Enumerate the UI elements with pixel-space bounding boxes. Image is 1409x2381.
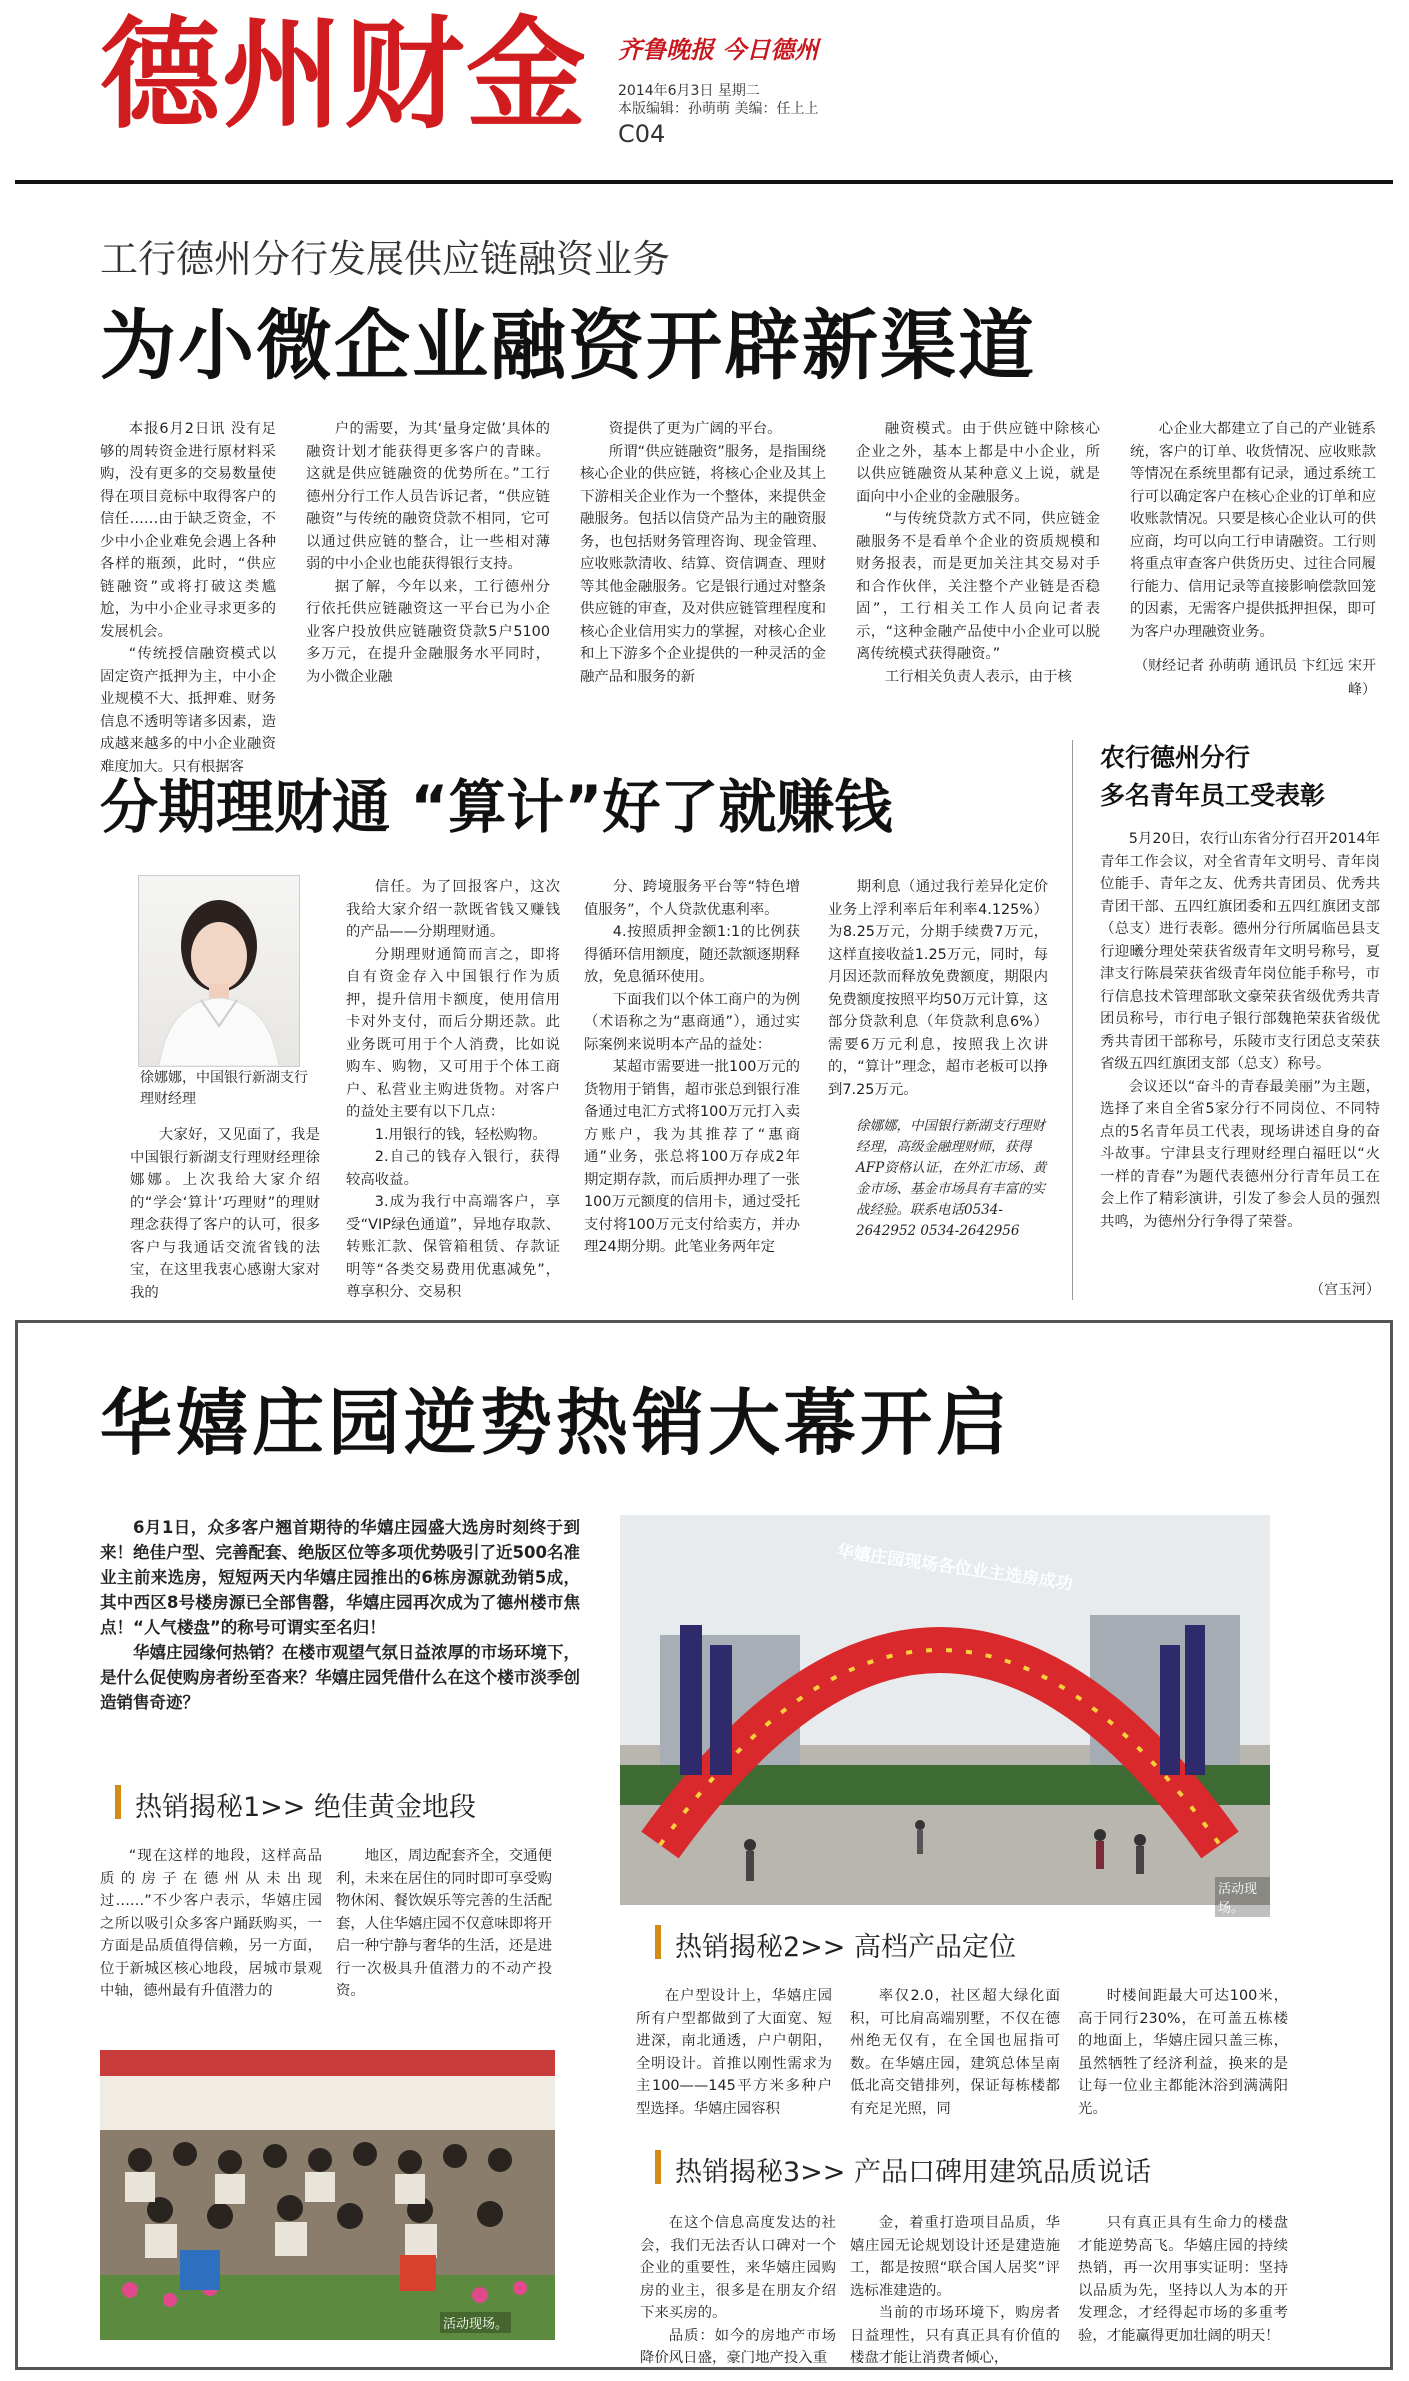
article1-kicker: 工行德州分行发展供应链融资业务 xyxy=(100,237,671,281)
section2-bar xyxy=(655,1925,661,1959)
section2-column-2: 率仅2.0，社区超大绿化面积，可比肩高端别墅，不仅在德州绝无仅有，在全国也屈指可数。在华嬉庄园，建筑总体呈南低北高交错排列，保证每栋楼都有充足光照，同 xyxy=(850,1988,1060,2117)
arch-banner-text: 华嬉庄园现场各位业主选房成功 xyxy=(835,1541,1074,1595)
article1-byline: （财经记者 孙萌萌 通讯员 卞红远 宋开峰） xyxy=(1134,658,1376,698)
masthead-title: 德州财金 xyxy=(100,6,588,145)
page-code: C04 xyxy=(618,120,666,148)
section3-bar xyxy=(655,2150,661,2184)
section3-title: 热销揭秘3>> 产品口碑用建筑品质说话 xyxy=(675,2157,1152,2188)
editors-credit: 本版编辑：孙萌萌 美编：任上上 xyxy=(618,101,819,117)
article2-headline: 分期理财通 “算计”好了就赚钱 xyxy=(100,773,893,841)
article2-column-3: 分、跨境服务平台等“特色增值服务”，个人贷款优惠利率。 4.按照质押金额1:1的比例获得循环信用额度，随还款额逐期释放，免息循环使用。 下面我们以个体工商户的为例（术语称之为“惠商通”），通过实际案例来说明本产品的益处： 某超市需要进一批100万元的货物用于销售，超市张总到银行准备通过电汇方式将100万元打入卖方账户，我为其推荐了“惠商通”业务，张总将100万存成2年期定期存款，而后质押办理了一张100万元额度的信用卡，通过受托支付将100万元支付给卖方，并办理24期分期。此笔业务两年定 xyxy=(584,879,800,1255)
section1-column-1: “现在这样的地段，这样高品质的房子在德州从未出现过……”不少客户表示，华嬉庄园之所以吸引众多客户踊跃购买，一方面是品质值得信赖，另一方面，位于新城区核心地段，居城市景观中轴，德州最有升值潜力的 xyxy=(100,1848,322,1999)
article3-byline: （宫玉河） xyxy=(1310,1282,1380,1298)
event-crowd-photo xyxy=(100,2050,555,2340)
arch-photo-caption: 活动现场。 xyxy=(1215,1877,1270,1917)
section2-title: 热销揭秘2>> 高档产品定位 xyxy=(675,1932,1017,1963)
issue-date: 2014年6月3日 星期二 xyxy=(618,83,760,99)
article1-column-3: 资提供了更为广阔的平台。 所谓“供应链融资”服务，是指围绕核心企业的供应链，将核心企业及其上下游相关企业作为一个整体，来提供金融服务。包括以信贷产品为主的融资服务，也包括财务管理咨询、现金管理、应收账款清收、结算、资信调查、理财等其他金融服务。它是银行通过对整条供应链的审查，及对供应链管理程度和核心企业信用实力的掌握，对核心企业和上下游多个企业提供的一种灵活的金融产品和服务的新 xyxy=(580,421,826,685)
article2-column-1: 大家好，又见面了，我是中国银行新湖支行理财经理徐娜娜。上次我给大家介绍的“学会‘算计’巧理财”的理财理念获得了客户的认可，很多客户与我通话交流省钱的法宝，在这里我衷心感谢大家对我的 xyxy=(130,1127,320,1301)
section2-column-1: 在户型设计上，华嬉庄园所有户型都做到了大面宽、短进深，南北通透，户户朝阳，全明设计。首推以刚性需求为主100——145平方米多种户型选择。华嬉庄园容积 xyxy=(636,1988,832,2117)
event-arch-photo xyxy=(620,1515,1270,1916)
section1-title: 热销揭秘1>> 绝佳黄金地段 xyxy=(135,1792,477,1823)
article3-body: 5月20日，农行山东省分行召开2014年青年工作会议，对全省青年文明号、青年岗位能手、青年之友、优秀共青团员、优秀共青团干部、五四红旗团委和五四红旗团支部（总支）进行表彰。德州分行所属临邑县支行迎曦分理处荣获省级青年文明号称号，夏津支行陈晨荣获省级青年岗位能手称号，市行信息技术管理部耿文豪荣获省级优秀共青团员称号，市行电子银行部魏艳荣获省级优秀共青团干部称号，乐陵市支行团总支荣获省级五四红旗团支部（总支）称号。 会议还以“奋斗的青春最美丽”为主题，选择了来自全省5家分行不同岗位、不同特点的5名青年员工代表，现场讲述自身的奋斗故事。宁津县支行理财经理白福旺以“火一样的青春”为题代表德州分行青年员工在会上作了精彩演讲，引发了参会人员的强烈共鸣，为德州分行争得了荣誉。 xyxy=(1100,831,1380,1230)
article1-column-1: 本报6月2日讯 没有足够的周转资金进行原材料采购，没有更多的交易数量使得在项目竞标中取得客户的信任……由于缺乏资金，不少中小企业难免会遇上各种各样的瓶颈，此时，“供应链融资”或将打破这类尴尬，为中小企业寻求更多的发展机会。 “传统授信融资模式以固定资产抵押为主，中小企业规模不大、抵押难、财务信息不透明等诸多因素，造成越来越多的中小企业融资难度加大。只有根据客 xyxy=(100,421,276,775)
article1-headline: 为小微企业融资开辟新渠道 xyxy=(100,301,1036,390)
article1-column-4: 融资模式。由于供应链中除核心企业之外，基本上都是中小企业，所以供应链融资从某种意义上说，就是面向中小企业的金融服务。 “与传统贷款方式不同，供应链金融服务不是看单个企业的资质规模和财务报表，而是更加关注其交易对手和合作伙伴，关注整个产业链是否稳固”，工行相关工作人员向记者表示，“这种金融产品使中小企业可以脱离传统模式获得融资。” 工行相关负责人表示，由于核 xyxy=(856,421,1100,685)
section1-column-2: 地区，周边配套齐全，交通便利，未来在居住的同时即可享受购物休闲、餐饮娱乐等完善的生活配套，人住华嬉庄园不仅意味即将开启一种宁静与奢华的生活，还是进行一次极具升值潜力的不动产投资。 xyxy=(336,1848,552,1999)
section3-column-2: 金，着重打造项目品质，华嬉庄园无论规划设计还是建造施工，都是按照“联合国人居奖”评选标准建造的。 当前的市场环境下，购房者日益理性，只有真正具有价值的楼盘才能让消费者倾心， xyxy=(850,2215,1060,2366)
author-contact-info: 徐娜娜，中国银行新湖支行理财经理，高级金融理财师，获得AFP资格认证，在外汇市场、黄金市场、基金市场具有丰富的实战经验。联系电话0534-2642952 0534-2642956 xyxy=(856,1118,1047,1239)
crowd-photo-caption: 活动现场。 xyxy=(440,2312,511,2333)
portrait-photo xyxy=(138,875,300,1067)
article3-headline-line1: 农行德州分行 xyxy=(1100,743,1251,772)
article3-headline-line2: 多名青年员工受表彰 xyxy=(1100,781,1326,810)
article2-column-4: 期利息（通过我行差异化定价业务上浮利率后年利率4.125%）为8.25万元，分期手续费7万元，这样直接收益1.25万元，同时，每月因还款而释放免费额度，期限内免费额度按照平均50万元计算，这部分贷款利息（年贷款利息6%）需要6万元利息，按照我上次讲的，“算计”理念，超市老板可以挣到7.25万元。 xyxy=(828,879,1048,1098)
masthead-divider xyxy=(15,180,1393,184)
advertorial-lead: 6月1日，众多客户翘首期待的华嬉庄园盛大选房时刻终于到来！绝佳户型、完善配套、绝版区位等多项优势吸引了近500名准业主前来选房，短短两天内华嬉庄园推出的6栋房源就劲销5成，其中西区8号楼房源已全部售罄，华嬉庄园再次成为了德州楼市焦点！“人气楼盘”的称号可谓实至名归！ 华嬉庄园缘何热销？在楼市观望气氛日益浓厚的市场环境下，是什么促使购房者纷至沓来？华嬉庄园凭借什么在这个楼市淡季创造销售奇迹？ xyxy=(100,1518,580,1712)
article1-column-5: 心企业大都建立了自己的产业链系统，客户的订单、收货情况、应收账款等情况在系统里都有记录，通过系统工行可以确定客户在核心企业的订单和应收账款情况。只要是核心企业认可的供应商，均可以向工行申请融资。工行则将重点审查客户供货历史、过往合同履行能力、信用记录等直接影响偿款回笼的因素，无需客户提供抵押担保，即可为客户办理融资业务。 xyxy=(1130,421,1376,640)
section3-column-3: 只有真正具有生命力的楼盘才能逆势高飞。华嬉庄园的持续热销，再一次用事实证明：坚持以品质为先，坚持以人为本的开发理念，才经得起市场的多重考验，才能赢得更加壮阔的明天！ xyxy=(1078,2215,1288,2344)
crowd-scene xyxy=(100,2050,555,2340)
article1-column-2: 户的需要，为其‘量身定做’具体的融资计划才能获得更多客户的青睐。这就是供应链融资的优势所在。”工行德州分行工作人员告诉记者，“供应链融资”与传统的融资贷款不相同，它可以通过供应链的整合，让一些相对薄弱的中小企业也能获得银行支持。 据了解，今年以来，工行德州分行依托供应链融资这一平台已为小企业客户投放供应链融资贷款5户5100多万元，在提升金融服务水平同时，为小微企业融 xyxy=(306,421,550,685)
portrait-figure xyxy=(139,876,299,1066)
portrait-caption: 徐娜娜，中国银行新湖支行理财经理 xyxy=(140,1070,308,1107)
section2-column-3: 时楼间距最大可达100米，高于同行230%，在可盖五栋楼的地面上，华嬉庄园只盖三栋，虽然牺牲了经济利益，换来的是让每一位业主都能沐浴到满满阳光。 xyxy=(1078,1988,1288,2117)
advertorial-headline: 华嬉庄园逆势热销大幕开启 xyxy=(100,1381,1013,1465)
newspaper-name: 齐鲁晚报 今日德州 xyxy=(618,35,819,64)
section3-column-1: 在这个信息高度发达的社会，我们无法否认口碑对一个企业的重要性，来华嬉庄园购房的业主，很多是在朋友介绍下来买房的。 品质：如今的房地产市场降价风日盛，豪门地产投入重 xyxy=(640,2215,836,2366)
column-divider xyxy=(1072,740,1073,1300)
section1-bar xyxy=(115,1785,121,1819)
article2-column-2: 信任。为了回报客户，这次我给大家介绍一款既省钱又赚钱的产品——分期理财通。 分期理财通简而言之，即将自有资金存入中国银行作为质押，提升信用卡额度，使用信用卡对外支付，而后分期还款。此业务既可用于个人消费，比如说购车、购物，又可用于个体工商户、私营业主购进货物。对客户的益处主要有以下几点： 1.用银行的钱，轻松购物。 2.自己的钱存入银行，获得较高收益。 3.成为我行中高端客户，享受“VIP绿色通道”，异地存取款、转账汇款、保管箱租赁、存款证明等“各类交易费用优惠减免”，尊享积分、交易积 xyxy=(346,879,560,1300)
